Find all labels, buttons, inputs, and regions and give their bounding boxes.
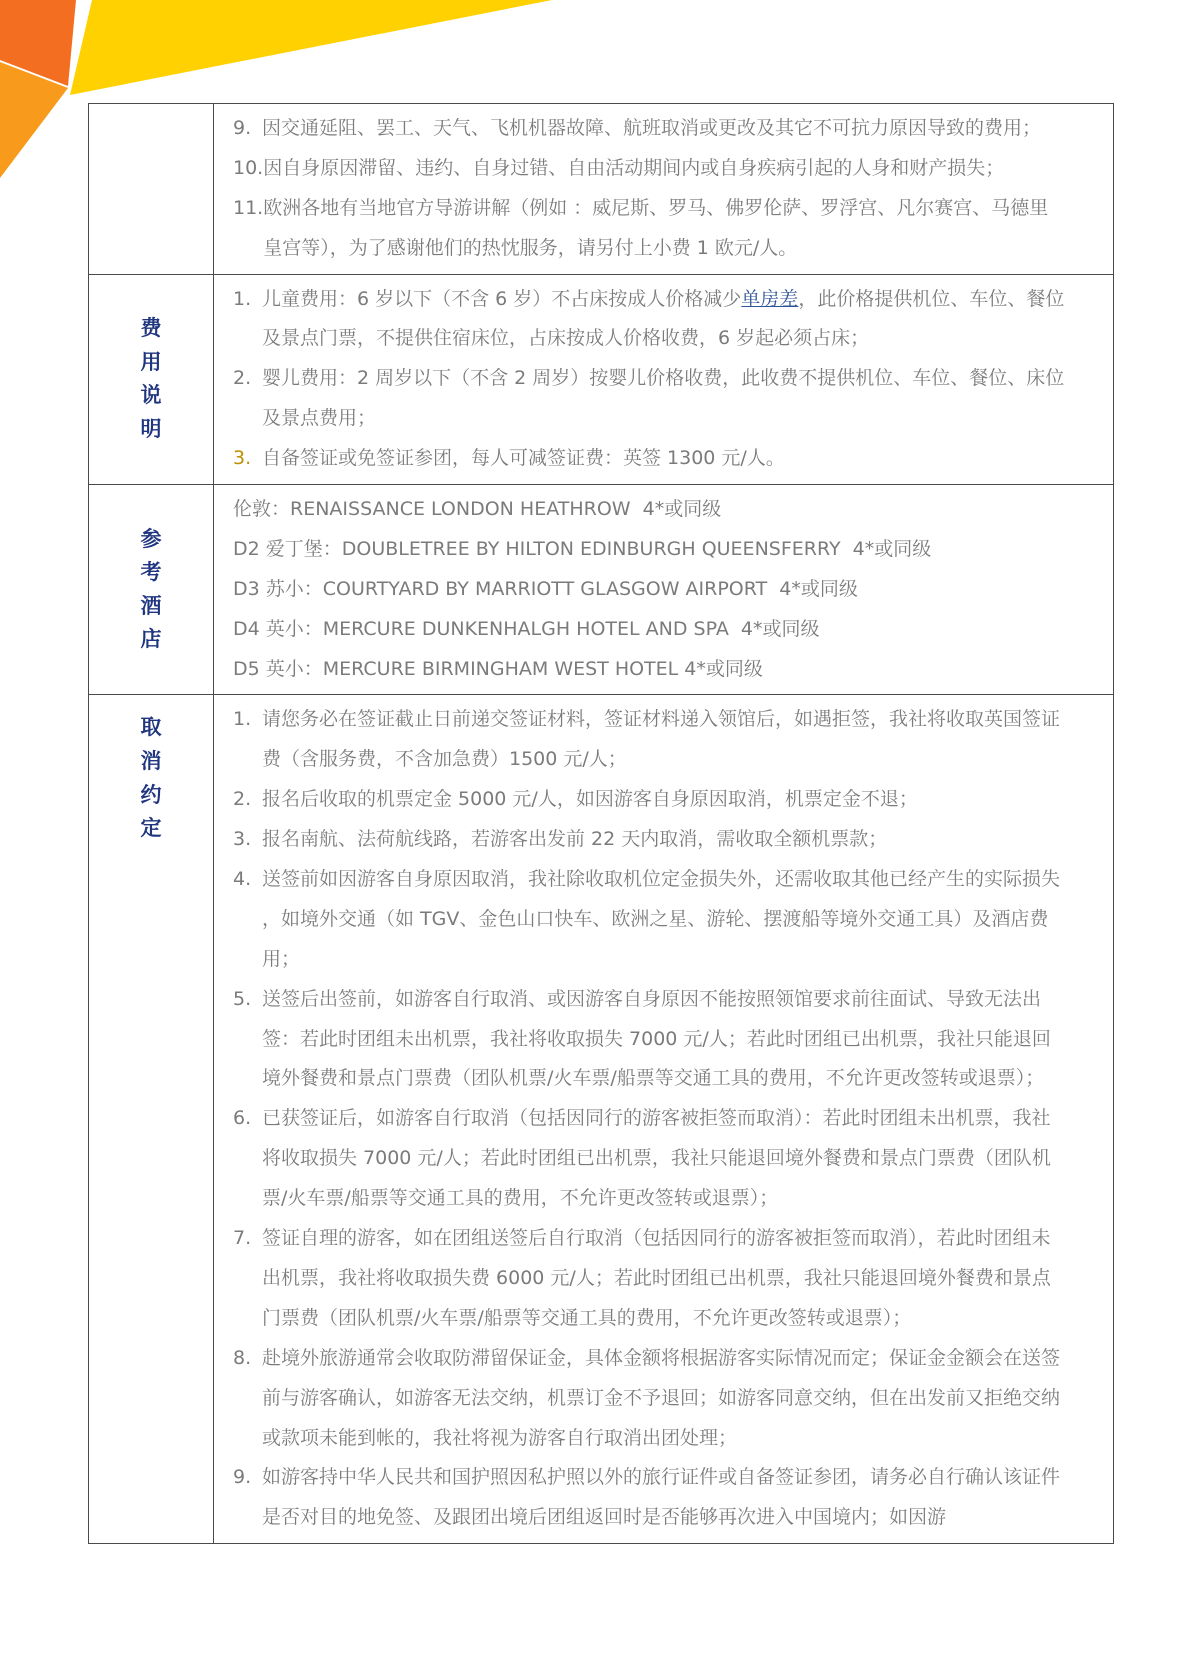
hotel-line: 伦敦：RENAISSANCE LONDON HEATHROW 4*或同级: [233, 498, 722, 521]
item-text: 报名后收取的机票定金 5000 元/人，如因游客自身原因取消，机票定金不退；: [262, 788, 918, 811]
fees-continued-content: [214, 104, 1113, 274]
item-number: 2.: [233, 367, 252, 390]
item-text: 请您务必在签证截止日前递交签证材料，签证材料递入领馆后，如遇拒签，我社将收取英国签证费（含服务费，不含加急费）1500 元/人；: [262, 708, 1061, 771]
cancellation-label: 取消约定: [140, 715, 162, 841]
hotel-line: D3 苏小：COURTYARD BY MARRIOTT GLASGOW AIRPORT 4*或同级: [233, 577, 858, 600]
hotels-label: 参考酒店: [140, 526, 162, 652]
item-text: 因交通延阻、罢工、天气、飞机机器故障、航班取消或更改及其它不可抗力原因导致的费用；: [262, 117, 1042, 139]
list-item: [224, 109, 1067, 149]
orange-dark-triangle: [0, 0, 76, 86]
item-number: 11.: [233, 196, 264, 219]
item-number: 6.: [233, 1107, 252, 1130]
item-text: 赴境外旅游通常会收取防滞留保证金，具体金额将根据游客实际情况而定；保证金金额会在送签前与游客确认，如游客无法交纳，机票订金不予退回；如游客同意交纳，但在出发前又拒绝交纳或款项未能到帐的，我社将视为游客自行取消出团处理；: [262, 1346, 1061, 1449]
single-room-supplement-link[interactable]: 单房差: [741, 287, 799, 310]
hotel-line: D5 英小：MERCURE BIRMINGHAM WEST HOTEL 4*或同级: [233, 657, 763, 680]
row-cancellation: [89, 695, 1113, 1543]
list-item: [224, 280, 1067, 360]
item-number: 10.: [233, 156, 264, 179]
item-text: 报名南航、法荷航线路，若游客出发前 22 天内取消，需收取全额机票款；: [262, 828, 888, 851]
hotels-label-cell: [89, 485, 214, 694]
item-text: [262, 280, 1067, 360]
item-text: 婴儿费用：2 周岁以下（不含 2 周岁）按婴儿价格收费，此收费不提供机位、车位、餐位、床位及景点费用；: [262, 367, 1065, 430]
hotel-line: D2 爱丁堡：DOUBLETREE BY HILTON EDINBURGH QUEENSFERRY 4*或同级: [233, 537, 932, 560]
item-number: 9.: [233, 1466, 252, 1489]
fee-notes-label-cell: [89, 275, 214, 484]
item-number: 9.: [233, 117, 252, 139]
item-text: 送签后出签前，如游客自行取消、或因游客自身原因不能按照领馆要求前往面试、导致无法出签：若此时团组未出机票，我社将收取损失 7000 元/人；若此时团组已出机票，我社只能退回境外餐费和景点门票费（团队机票/火车票/船票等交通工具的费用，不允许更改签转或退票）；: [262, 987, 1051, 1090]
list-item: [224, 149, 1067, 189]
hotel-line: D4 英小：MERCURE DUNKENHALGH HOTEL AND SPA 4*或同级: [233, 617, 820, 640]
item-text: 送签前如因游客自身原因取消，我社除收取机位定金损失外，还需收取其他已经产生的实际损失 ，如境外交通（如 TGV、金色山口快车、欧洲之星、游轮、摆渡船等境外交通工具）及酒店费用；: [262, 868, 1067, 970]
list-item: [224, 860, 1067, 980]
row-fee-notes: [89, 275, 1113, 485]
fees-continued-label-cell: [89, 104, 214, 274]
item-text: 签证自理的游客，如在团组送签后自行取消（包括因同行的游客被拒签而取消），若此时团组未出机票，我社将收取损失费 6000 元/人；若此时团组已出机票，我社只能退回境外餐费和景点门票费（团队机票/火车票/船票等交通工具的费用，不允许更改签转或退票）；: [262, 1227, 1051, 1329]
row-fees-continued: [89, 104, 1113, 275]
list-item: [224, 1339, 1067, 1459]
item-number: 8.: [233, 1346, 252, 1369]
item-number: 1.: [233, 708, 252, 731]
list-item: [224, 980, 1067, 1100]
item-text: 因自身原因滞留、违约、自身过错、自由活动期间内或自身疾病引起的人身和财产损失；: [263, 156, 1005, 179]
list-item: [224, 359, 1067, 439]
list-item: [224, 1458, 1067, 1538]
list-item: [224, 439, 1067, 479]
item-number: 2.: [233, 788, 252, 811]
list-item: [224, 1099, 1067, 1219]
item-number: 7.: [233, 1227, 252, 1250]
cancellation-content: [214, 695, 1113, 1543]
item-number: 3.: [233, 828, 252, 851]
item-text: 自备签证或免签证参团，每人可减签证费：英签 1300 元/人。: [262, 447, 785, 470]
item-number: 3.: [233, 447, 252, 470]
list-item: [224, 780, 1067, 820]
cancellation-label-cell: [89, 695, 214, 1543]
list-item: [224, 700, 1067, 780]
hotels-content: [214, 485, 1113, 694]
terms-table: [88, 103, 1114, 1544]
list-item: [224, 1219, 1067, 1339]
item-text: 欧洲各地有当地官方导游讲解（例如 ：威尼斯、罗马、佛罗伦萨、罗浮宫、凡尔赛宫、马德里皇宫等），为了感谢他们的热忱服务，请另付上小费 1 欧元/人。: [263, 196, 1049, 259]
item-text-pre: 儿童费用：6 岁以下（不含 6 岁）不占床按成人价格减少: [262, 287, 742, 310]
yellow-triangle: [70, 0, 552, 95]
item-number: 4.: [233, 868, 252, 891]
item-text-post: ，此价格提供机位、车位、餐位及景点门票，不提供住宿床位，占床按成人价格收费，6 岁起必须占床；: [262, 287, 1065, 350]
fee-notes-label: 费用说明: [140, 316, 162, 441]
row-hotels: [89, 485, 1113, 695]
item-text: 如游客持中华人民共和国护照因私护照以外的旅行证件或自备签证参团，请务必自行确认该证件是否对目的地免签、及跟团出境后团组返回时是否能够再次进入中国境内；如因游: [262, 1466, 1061, 1529]
list-item: [224, 189, 1067, 269]
fee-notes-content: [214, 275, 1113, 484]
item-number: 1.: [233, 287, 252, 310]
list-item: [224, 820, 1067, 860]
orange-light-triangle: [0, 62, 68, 178]
item-number: 5.: [233, 987, 252, 1010]
item-text: 已获签证后，如游客自行取消（包括因同行的游客被拒签而取消）：若此时团组未出机票，我社将收取损失 7000 元/人；若此时团组已出机票，我社只能退回境外餐费和景点门票费（团队机票/火车票/船票等交通工具的费用，不允许更改签转或退票）；: [262, 1107, 1051, 1210]
